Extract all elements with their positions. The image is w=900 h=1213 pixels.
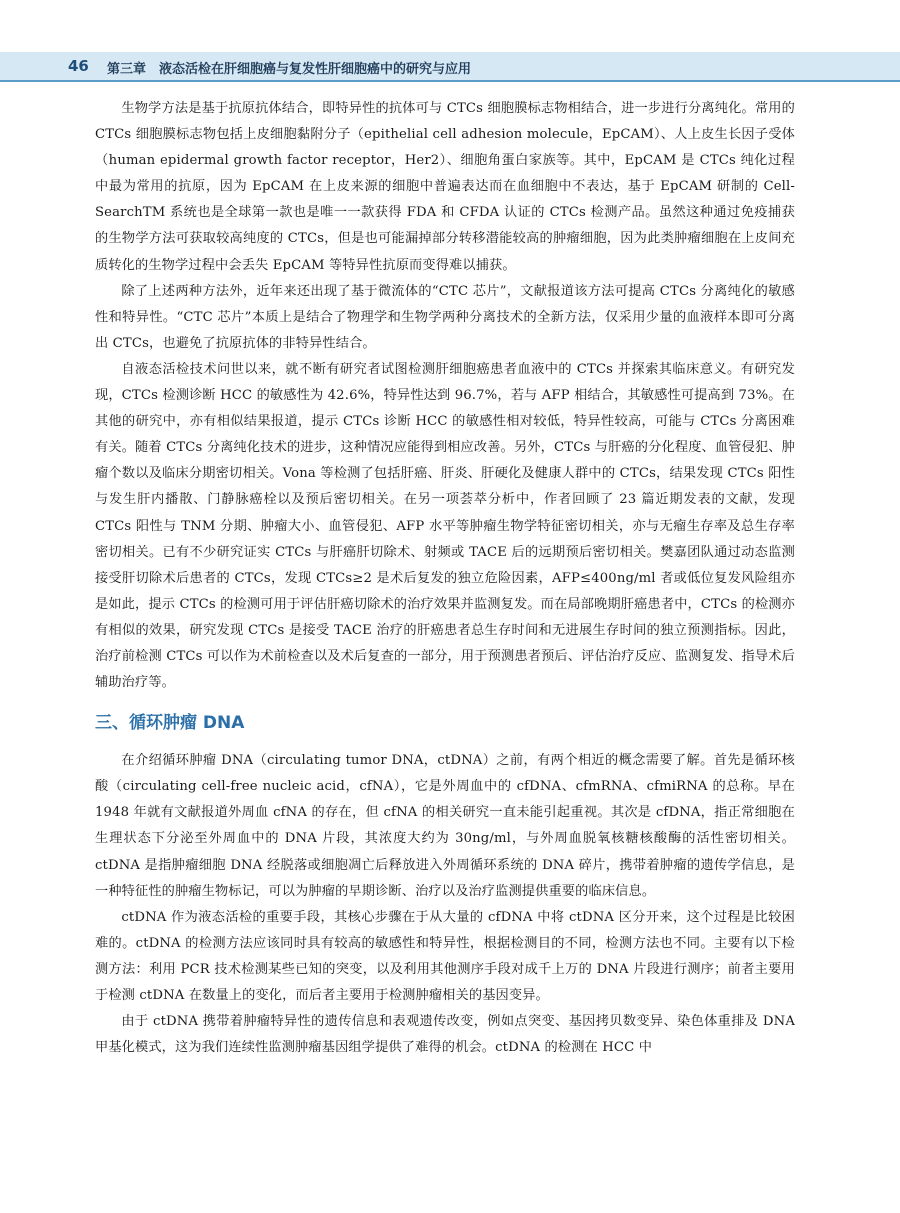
body-paragraph: 由于 ctDNA 携带着肿瘤特异性的遗传信息和表观遗传改变，例如点突变、基因拷贝数变异、染色体重排及 DNA 甲基化模式，这为我们连续性监测肿瘤基因组学提供了难得的机会。ctDNA 的检测在 HCC 中 xyxy=(95,1014,795,1056)
section-heading: 三、循环肿瘤 DNA xyxy=(95,713,245,734)
page-number: 46 xyxy=(68,57,89,75)
body-paragraph: 除了上述两种方法外，近年来还出现了基于微流体的“CTC 芯片”，文献报道该方法可提高 CTCs 分离纯化的敏感性和特异性。“CTC 芯片”本质上是结合了物理学和生物学两种分离技术的全新方法，仅采用少量的血液样本即可分离出 CTCs，也避免了抗原抗体的非特异性结合。 xyxy=(95,283,795,351)
chapter-title: 第三章 液态活检在肝细胞癌与复发性肝细胞癌中的研究与应用 xyxy=(107,62,472,77)
body-paragraph: ctDNA 作为液态活检的重要手段，其核心步骤在于从大量的 cfDNA 中将 ctDNA 区分开来，这个过程是比较困难的。ctDNA 的检测方法应该同时具有较高的敏感性和特异性，根据检测目的不同，检测方法也不同。主要有以下检测方法：利用 PCR 技术检测某些已知的突变，以及利用其他测序手段对成千上万的 DNA 片段进行测序；前者主要用于检测 ctDNA 在数量上的变化，而后者主要用于检测肿瘤相关的基因变异。 xyxy=(95,909,795,1003)
body-paragraph: 自液态活检技术问世以来，就不断有研究者试图检测肝细胞癌患者血液中的 CTCs 并探索其临床意义。有研究发现，CTCs 检测诊断 HCC 的敏感性为 42.6%，特异性达到 96.7%，若与 AFP 相结合，其敏感性可提高到 73%。在其他的研究中，亦有相似结果报道，提示 CTCs 诊断 HCC 的敏感性相对较低，特异性较高，可能与 CTCs 分离困难有关。随着 CTCs 分离纯化技术的进步，这种情况应能得到相应改善。另外，CTCs 与肝癌的分化程度、血管侵犯、肿瘤个数以及临床分期密切相关。Vona 等检测了包括肝癌、肝炎、肝硬化及健康人群中的 CTCs，结果发现 CTCs 阳性与发生肝内播散、门静脉癌栓以及预后密切相关。在另一项荟萃分析中，作者回顾了 23 篇近期发表的文献，发现 CTCs 阳性与 TNM 分期、肿瘤大小、血管侵犯、AFP 水平等肿瘤生物学特征密切相关，亦与无瘤生存率及总生存率密切相关。已有不少研究证实 CTCs 与肝癌肝切除术、射频或 TACE 后的远期预后密切相关。樊嘉团队通过动态监测接受肝切除术后患者的 CTCs，发现 CTCs≥2 是术后复发的独立危险因素，AFP≤400ng/ml 者或低位复发风险组亦是如此，提示 CTCs 的检测可用于评估肝癌切除术的治疗效果并监测复发。而在局部晚期肝癌患者中，CTCs 的检测亦有相似的效果，研究发现 CTCs 是接受 TACE 治疗的肝癌患者总生存时间和无进展生存时间的独立预测指标。因此，治疗前检测 CTCs 可以作为术前检查以及术后复查的一部分，用于预测患者预后、评估治疗反应、监测复发、指导术后辅助治疗等。 xyxy=(95,361,795,691)
running-header-rule xyxy=(0,80,900,82)
page-body xyxy=(95,96,795,1061)
body-paragraph: 在介绍循环肿瘤 DNA（circulating tumor DNA，ctDNA）之前，有两个相近的概念需要了解。首先是循环核酸（circulating cell-free nucleic acid，cfNA），它是外周血中的 cfDNA、cfmRNA、cfmiRNA 的总称。早在 1948 年就有文献报道外周血 cfNA 的存在，但 cfNA 的相关研究一直未能引起重视。其次是 cfDNA，指正常细胞在生理状态下分泌至外周血中的 DNA 片段，其浓度大约为 30ng/ml，与外周血脱氧核糖核酸酶的活性密切相关。ctDNA 是指肿瘤细胞 DNA 经脱落或细胞凋亡后释放进入外周循环系统的 DNA 碎片，携带着肿瘤的遗传学信息，是一种特征性的肿瘤生物标记，可以为肿瘤的早期诊断、治疗以及治疗监测提供重要的临床信息。 xyxy=(95,753,795,899)
body-paragraph: 生物学方法是基于抗原抗体结合，即特异性的抗体可与 CTCs 细胞膜标志物相结合，进一步进行分离纯化。常用的 CTCs 细胞膜标志物包括上皮细胞黏附分子（epithelial cell adhesion molecule，EpCAM）、人上皮生长因子受体（human epidermal growth factor receptor，Her2）、细胞角蛋白家族等。其中，EpCAM 是 CTCs 纯化过程中最为常用的抗原，因为 EpCAM 在上皮来源的细胞中普遍表达而在血细胞中不表达，基于 EpCAM 研制的 Cell-SearchTM 系统也是全球第一款也是唯一一款获得 FDA 和 CFDA 认证的 CTCs 检测产品。虽然这种通过免疫捕获的生物学方法可获取较高纯度的 CTCs，但是也可能漏掉部分转移潜能较高的肿瘤细胞，因为此类肿瘤细胞在上皮间充质转化的生物学过程中会丢失 EpCAM 等特异性抗原而变得难以捕获。 xyxy=(95,101,795,273)
